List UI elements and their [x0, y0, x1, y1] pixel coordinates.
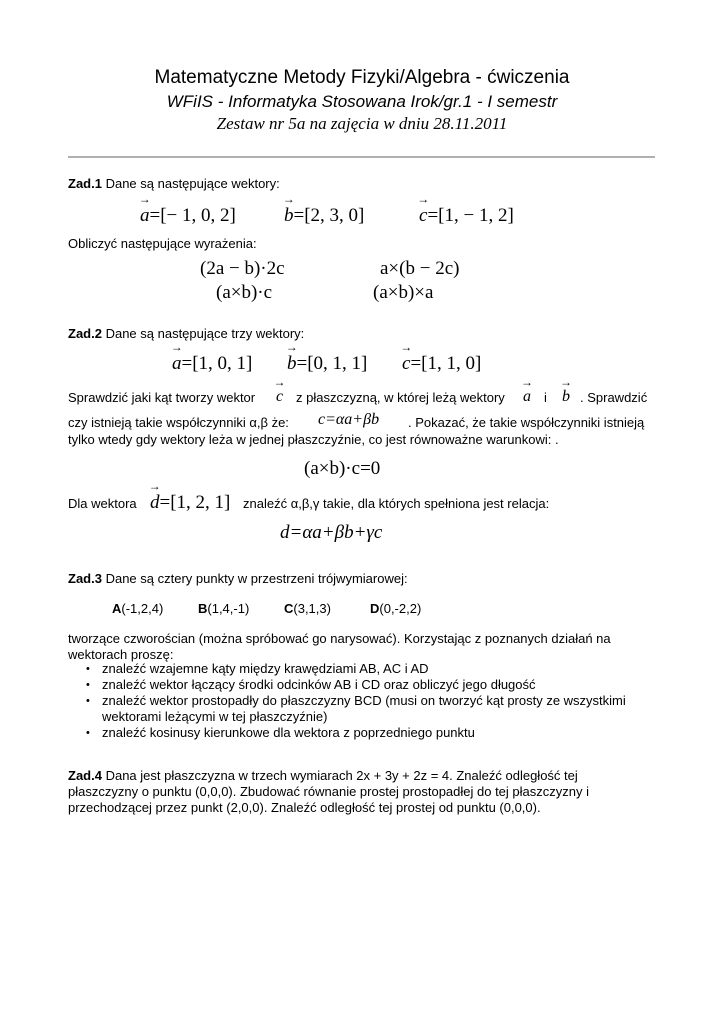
zad2-relation: d=αa+βb+γc — [280, 522, 383, 543]
header-divider — [68, 156, 655, 158]
zad1-expr-3: (a×b)·c — [216, 282, 273, 303]
list-item: • znaleźć kosinusy kierunkowe dla wektora z poprzedniego punktu — [68, 725, 668, 741]
point-d — [370, 601, 421, 617]
point-c-name: C — [284, 601, 294, 616]
point-a — [112, 601, 163, 617]
zad2-p3: i — [544, 390, 547, 405]
zad2-inline-vec-b: → b — [562, 388, 570, 406]
zad3-text: tworzące czworościan (można spróbować go narysować). Korzystając z poznanych działań na wektorach proszę: — [68, 631, 611, 662]
page-subtitle: WFiIS - Informatyka Stosowana Irok/gr.1 - I semestr — [166, 92, 558, 111]
zad1-vector-c: → c=[1, − 1, 2] — [419, 205, 514, 227]
zad2-inline-vec-a: → a — [523, 388, 531, 406]
zad1-vector-b: → b=[2, 3, 0] — [284, 205, 364, 227]
zad2-vector-b: → b=[0, 1, 1] — [287, 353, 367, 375]
list-item: • znaleźć wzajemne kąty między krawędziami AB, AC i AD — [68, 661, 668, 677]
zad1-b-value: =[2, 3, 0] — [293, 205, 365, 226]
zad1-intro-text: Dane są następujące wektory: — [101, 176, 280, 191]
zad4-label: Zad.4 — [68, 768, 102, 783]
zad2-b-value: =[0, 1, 1] — [296, 353, 368, 374]
zad2-p8: tylko wtedy gdy wektory leża w jednej płaszczyźnie, co jest równoważne warunkowi: . — [68, 432, 559, 447]
zad4-body: Dana jest płaszczyzna w trzech wymiarach 2x + 3y + 2z = 4. Znaleźć odległość tej płaszczyzny o punktu (0,0,0). Zbudować równanie prostej prostopadłej do tej płaszczyzny i przechodzącej przez punkt (2,0,0). Znaleźć odległość tej prostej od punktu (0,0,0). — [68, 768, 589, 815]
zad2-d-value: =[1, 2, 1] — [159, 492, 231, 513]
point-a-coords: (-1,2,4) — [121, 601, 164, 616]
point-d-name: D — [370, 601, 380, 616]
zad2-vector-c: → c=[1, 1, 0] — [402, 353, 481, 375]
zad2-vector-d: → d=[1, 2, 1] — [150, 492, 230, 514]
point-b-coords: (1,4,-1) — [207, 601, 250, 616]
zad3-task-list — [68, 661, 668, 741]
zad3-intro-text: Dane są cztery punkty w przestrzeni trójwymiarowej: — [101, 571, 408, 586]
zad1-a-value: =[− 1, 0, 2] — [149, 205, 236, 226]
list-item: • znaleźć wektor prostopadły do płaszczyzny BCD (musi on tworzyć kąt prosty ze wszystkimi wektorami leżącymi w tej płaszczyźnie) — [68, 693, 668, 725]
page-title: Matematyczne Metody Fizyki/Algebra - ćwiczenia — [154, 67, 570, 88]
zad2-intro-text: Dane są następujące trzy wektory: — [101, 326, 305, 341]
zad2-inline-vec-c: → c — [276, 388, 283, 406]
zad2-p7: . Pokazać, że takie współczynniki istnieją — [408, 415, 645, 430]
zad2-p1: Sprawdzić jaki kąt tworzy wektor — [68, 390, 256, 405]
zad2-intro — [68, 326, 304, 342]
zad2-label: Zad.2 — [68, 326, 102, 341]
point-b — [198, 601, 249, 617]
zad1-expr-4: (a×b)×a — [373, 282, 434, 303]
point-c — [284, 601, 331, 617]
zad2-linear-combination: c=αa+βb — [318, 411, 380, 428]
zad2-c-value: =[1, 1, 0] — [410, 353, 482, 374]
zad3-label: Zad.3 — [68, 571, 102, 586]
zad2-p10: znaleźć α,β,γ takie, dla których spełniona jest relacja: — [243, 496, 550, 511]
zad1-intro — [68, 176, 280, 192]
set-title: Zestaw nr 5a na zajęcia w dniu 28.11.2011 — [216, 114, 508, 133]
zad2-p9: Dla wektora — [68, 496, 137, 511]
zad2-p4: . Sprawdzić — [580, 390, 648, 405]
zad1-label: Zad.1 — [68, 176, 102, 191]
zad1-expr-1: (2a − b)·2c — [200, 258, 285, 279]
zad2-condition: (a×b)·c=0 — [304, 458, 381, 479]
zad1-expr-2: a×(b − 2c) — [380, 258, 460, 279]
zad2-vector-a: → a=[1, 0, 1] — [172, 353, 252, 375]
point-c-coords: (3,1,3) — [293, 601, 331, 616]
zad4-text — [68, 768, 628, 816]
zad1-compute: Obliczyć następujące wyrażenia: — [68, 236, 257, 251]
point-b-name: B — [198, 601, 208, 616]
zad1-c-value: =[1, − 1, 2] — [427, 205, 514, 226]
zad2-p5: czy istnieją takie współczynniki α,β że: — [68, 415, 289, 430]
list-item: • znaleźć wektor łączący środki odcinków AB i CD oraz obliczyć jego długość — [68, 677, 668, 693]
point-d-coords: (0,-2,2) — [379, 601, 422, 616]
zad2-a-value: =[1, 0, 1] — [181, 353, 253, 374]
point-a-name: A — [112, 601, 122, 616]
zad2-p2: z płaszczyzną, w której leżą wektory — [296, 390, 505, 405]
zad3-intro — [68, 571, 408, 587]
zad1-vector-a: → a=[− 1, 0, 2] — [140, 205, 236, 227]
